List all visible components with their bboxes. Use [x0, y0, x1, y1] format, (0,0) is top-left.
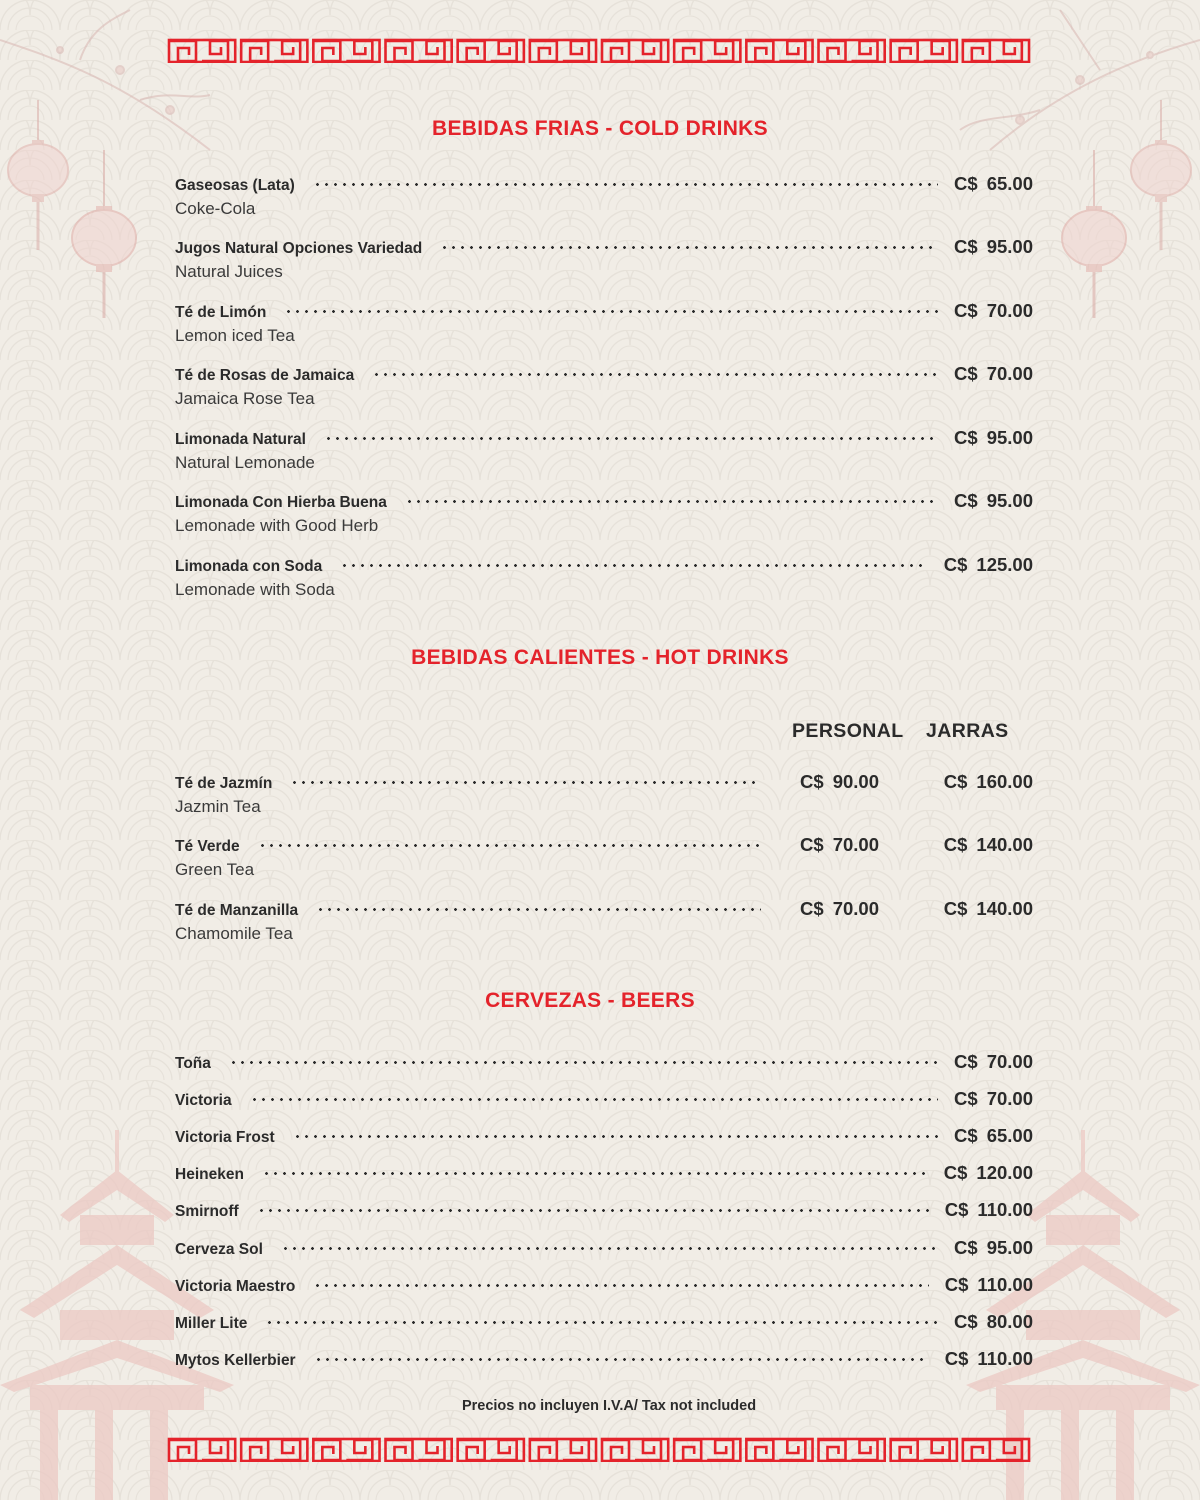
- fret-motif-icon: [241, 40, 307, 62]
- fret-motif-icon: [458, 1439, 524, 1461]
- price-amount: 65.00: [986, 173, 1033, 194]
- currency-symbol: C$: [954, 1125, 978, 1146]
- dot-leader: [440, 246, 938, 249]
- dot-leader: [229, 1061, 938, 1064]
- currency-symbol: C$: [800, 834, 824, 855]
- item-price: [945, 1348, 1033, 1370]
- price-amount: 90.00: [832, 771, 879, 792]
- hot-drinks-title: BEBIDAS CALIENTES - HOT DRINKS: [411, 646, 789, 669]
- fret-motif-icon: [386, 40, 452, 62]
- price-amount: 110.00: [977, 1199, 1033, 1220]
- currency-symbol: C$: [954, 1311, 978, 1332]
- menu-item-row: [175, 898, 1033, 920]
- menu-item: [175, 1311, 1033, 1333]
- item-name: Té de Jazmín: [175, 775, 273, 792]
- fret-motif-icon: [674, 40, 740, 62]
- item-price: [954, 1311, 1033, 1333]
- item-translation: Lemon iced Tea: [175, 326, 295, 345]
- tax-note: Precios no incluyen I.V.A/ Tax not included: [461, 1398, 757, 1414]
- menu-item: [175, 1125, 1033, 1147]
- dot-leader: [313, 183, 938, 186]
- currency-symbol: C$: [954, 1237, 978, 1258]
- dot-leader: [281, 1247, 938, 1250]
- menu-item-row: [175, 1125, 1033, 1147]
- fret-motif-icon: [819, 1439, 885, 1461]
- price-amount: 70.00: [986, 1051, 1033, 1072]
- item-name: Jugos Natural Opciones Variedad: [175, 240, 423, 257]
- column-header-jarras: JARRAS: [926, 720, 1009, 742]
- menu-item-row: [175, 236, 1033, 258]
- item-price: [954, 1125, 1033, 1147]
- fret-motif-icon: [674, 1439, 740, 1461]
- currency-symbol: C$: [954, 427, 978, 448]
- menu-item-row: [175, 771, 1033, 793]
- item-translation: Lemonade with Soda: [175, 580, 335, 599]
- price-amount: 95.00: [986, 236, 1033, 257]
- item-name: Limonada Natural: [175, 431, 306, 448]
- item-translation: Natural Juices: [175, 262, 283, 281]
- item-price: [945, 1199, 1033, 1221]
- item-price: [944, 554, 1033, 576]
- price-amount: 95.00: [986, 490, 1033, 511]
- price-amount: 95.00: [986, 1237, 1033, 1258]
- price-amount: 80.00: [986, 1311, 1033, 1332]
- fret-motif-icon: [169, 40, 235, 62]
- menu-item: [175, 1199, 1033, 1221]
- price-amount: 110.00: [977, 1348, 1033, 1369]
- item-translation: Lemonade with Good Herb: [175, 516, 379, 535]
- item-translation: Chamomile Tea: [175, 924, 293, 943]
- item-price: [944, 1162, 1033, 1184]
- item-name: Té de Manzanilla: [175, 902, 299, 919]
- currency-symbol: C$: [954, 173, 978, 194]
- dot-leader: [314, 1358, 929, 1361]
- fret-motif-icon: [313, 40, 379, 62]
- item-name: Cerveza Sol: [175, 1241, 263, 1258]
- bottom-fret-border: [166, 1436, 1032, 1462]
- fret-motif-icon: [891, 40, 957, 62]
- beers-title: CERVEZAS - BEERS: [485, 989, 695, 1012]
- dot-leader: [257, 1209, 929, 1212]
- dot-leader: [313, 1284, 928, 1287]
- fret-motif-icon: [746, 1439, 812, 1461]
- menu-item-row: [175, 173, 1033, 195]
- fret-motif-icon: [746, 40, 812, 62]
- cold-drinks-title: BEBIDAS FRIAS - COLD DRINKS: [432, 117, 768, 140]
- menu-item: [175, 1274, 1033, 1296]
- item-translation: Green Tea: [175, 860, 255, 879]
- item-translation: Jamaica Rose Tea: [175, 389, 315, 408]
- fret-motif-icon: [963, 1439, 1029, 1461]
- currency-symbol: C$: [944, 1199, 969, 1220]
- fret-motif-icon: [169, 1439, 235, 1461]
- item-name: Limonada con Soda: [175, 558, 323, 575]
- menu-item-row: [175, 834, 1033, 856]
- item-name: Limonada Con Hierba Buena: [175, 494, 387, 511]
- fret-motif-icon: [602, 1439, 668, 1461]
- item-price: [954, 427, 1033, 449]
- item-price: [954, 1088, 1033, 1110]
- currency-symbol: C$: [944, 1348, 969, 1369]
- price-jarras: [927, 898, 1033, 920]
- currency-symbol: C$: [943, 1162, 968, 1183]
- price-amount: 70.00: [986, 1088, 1033, 1109]
- fret-motif-icon: [386, 1439, 452, 1461]
- menu-item-row: [175, 1348, 1033, 1370]
- currency-symbol: C$: [954, 1051, 978, 1072]
- menu-item: [175, 1162, 1033, 1184]
- price-amount: 140.00: [976, 898, 1033, 919]
- fret-motif-icon: [602, 40, 668, 62]
- price-amount: 70.00: [986, 300, 1033, 321]
- price-amount: 70.00: [832, 834, 879, 855]
- price-amount: 95.00: [986, 427, 1033, 448]
- fret-motif-icon: [458, 40, 524, 62]
- menu-item: [175, 898, 1033, 944]
- menu-item-row: [175, 363, 1033, 385]
- dot-leader: [258, 844, 761, 847]
- item-price: [954, 1051, 1033, 1073]
- currency-symbol: C$: [943, 898, 968, 919]
- item-name: Heineken: [175, 1166, 244, 1183]
- item-price: [954, 173, 1033, 195]
- price-amount: 140.00: [976, 834, 1033, 855]
- menu-item: [175, 1051, 1033, 1073]
- item-name: Victoria: [175, 1092, 232, 1109]
- menu-item-row: [175, 1088, 1033, 1110]
- item-name: Miller Lite: [175, 1315, 248, 1332]
- price-personal: [785, 898, 879, 920]
- currency-symbol: C$: [944, 1274, 969, 1295]
- column-header-personal: PERSONAL: [792, 720, 904, 742]
- currency-symbol: C$: [954, 236, 978, 257]
- menu-item: [175, 1088, 1033, 1110]
- menu-item: [175, 834, 1033, 880]
- item-name: Té de Rosas de Jamaica: [175, 367, 355, 384]
- menu-item-row: [175, 1199, 1033, 1221]
- dot-leader: [324, 437, 938, 440]
- menu-item: [175, 236, 1033, 282]
- currency-symbol: C$: [954, 363, 978, 384]
- price-amount: 160.00: [976, 771, 1033, 792]
- price-amount: 110.00: [977, 1274, 1033, 1295]
- dot-leader: [262, 1172, 928, 1175]
- fret-motif-icon: [241, 1439, 307, 1461]
- menu-item-row: [175, 554, 1033, 576]
- dot-leader: [284, 310, 938, 313]
- dot-leader: [340, 564, 927, 567]
- menu-item-row: [175, 1311, 1033, 1333]
- menu-item-row: [175, 427, 1033, 449]
- item-name: Mytos Kellerbier: [175, 1352, 296, 1369]
- currency-symbol: C$: [943, 554, 968, 575]
- item-name: Toña: [175, 1055, 211, 1072]
- menu-item-row: [175, 1274, 1033, 1296]
- fret-motif-icon: [530, 40, 596, 62]
- top-fret-border: [166, 37, 1032, 63]
- menu-item-row: [175, 1051, 1033, 1073]
- fret-motif-icon: [819, 40, 885, 62]
- currency-symbol: C$: [800, 771, 824, 792]
- item-price: [954, 300, 1033, 322]
- price-jarras: [927, 834, 1033, 856]
- price-personal: [785, 771, 879, 793]
- item-translation: Jazmin Tea: [175, 797, 261, 816]
- price-amount: 70.00: [986, 363, 1033, 384]
- item-name: Smirnoff: [175, 1203, 239, 1220]
- item-name: Gaseosas (Lata): [175, 177, 295, 194]
- item-price: [954, 490, 1033, 512]
- price-personal: [785, 834, 879, 856]
- item-name: Té de Limón: [175, 304, 267, 321]
- currency-symbol: C$: [943, 771, 968, 792]
- fret-motif-icon: [530, 1439, 596, 1461]
- price-jarras: [927, 771, 1033, 793]
- item-price: [954, 1237, 1033, 1259]
- menu-item: [175, 363, 1033, 409]
- menu-item: [175, 1348, 1033, 1370]
- dot-leader: [293, 1135, 938, 1138]
- item-name: Victoria Frost: [175, 1129, 275, 1146]
- currency-symbol: C$: [800, 898, 824, 919]
- fret-motif-icon: [313, 1439, 379, 1461]
- fret-motif-icon: [963, 40, 1029, 62]
- menu-item: [175, 427, 1033, 473]
- menu-item: [175, 1237, 1033, 1259]
- menu-item: [175, 173, 1033, 219]
- currency-symbol: C$: [954, 300, 978, 321]
- price-amount: 70.00: [832, 898, 879, 919]
- item-translation: Natural Lemonade: [175, 453, 315, 472]
- price-amount: 65.00: [986, 1125, 1033, 1146]
- dot-leader: [250, 1098, 938, 1101]
- item-price: [954, 236, 1033, 258]
- menu-item: [175, 771, 1033, 817]
- menu-item: [175, 490, 1033, 536]
- price-amount: 125.00: [976, 554, 1033, 575]
- item-price: [945, 1274, 1033, 1296]
- menu-item-row: [175, 1162, 1033, 1184]
- dot-leader: [316, 908, 761, 911]
- dot-leader: [405, 500, 938, 503]
- menu-item: [175, 300, 1033, 346]
- currency-symbol: C$: [954, 490, 978, 511]
- menu-item: [175, 554, 1033, 600]
- fret-motif-icon: [891, 1439, 957, 1461]
- menu-item-row: [175, 1237, 1033, 1259]
- dot-leader: [265, 1321, 938, 1324]
- item-name: Té Verde: [175, 838, 240, 855]
- price-amount: 120.00: [976, 1162, 1033, 1183]
- item-price: [954, 363, 1033, 385]
- item-translation: Coke-Cola: [175, 199, 256, 218]
- dot-leader: [372, 373, 938, 376]
- menu-item-row: [175, 300, 1033, 322]
- currency-symbol: C$: [943, 834, 968, 855]
- menu-item-row: [175, 490, 1033, 512]
- currency-symbol: C$: [954, 1088, 978, 1109]
- dot-leader: [290, 781, 761, 784]
- item-name: Victoria Maestro: [175, 1278, 296, 1295]
